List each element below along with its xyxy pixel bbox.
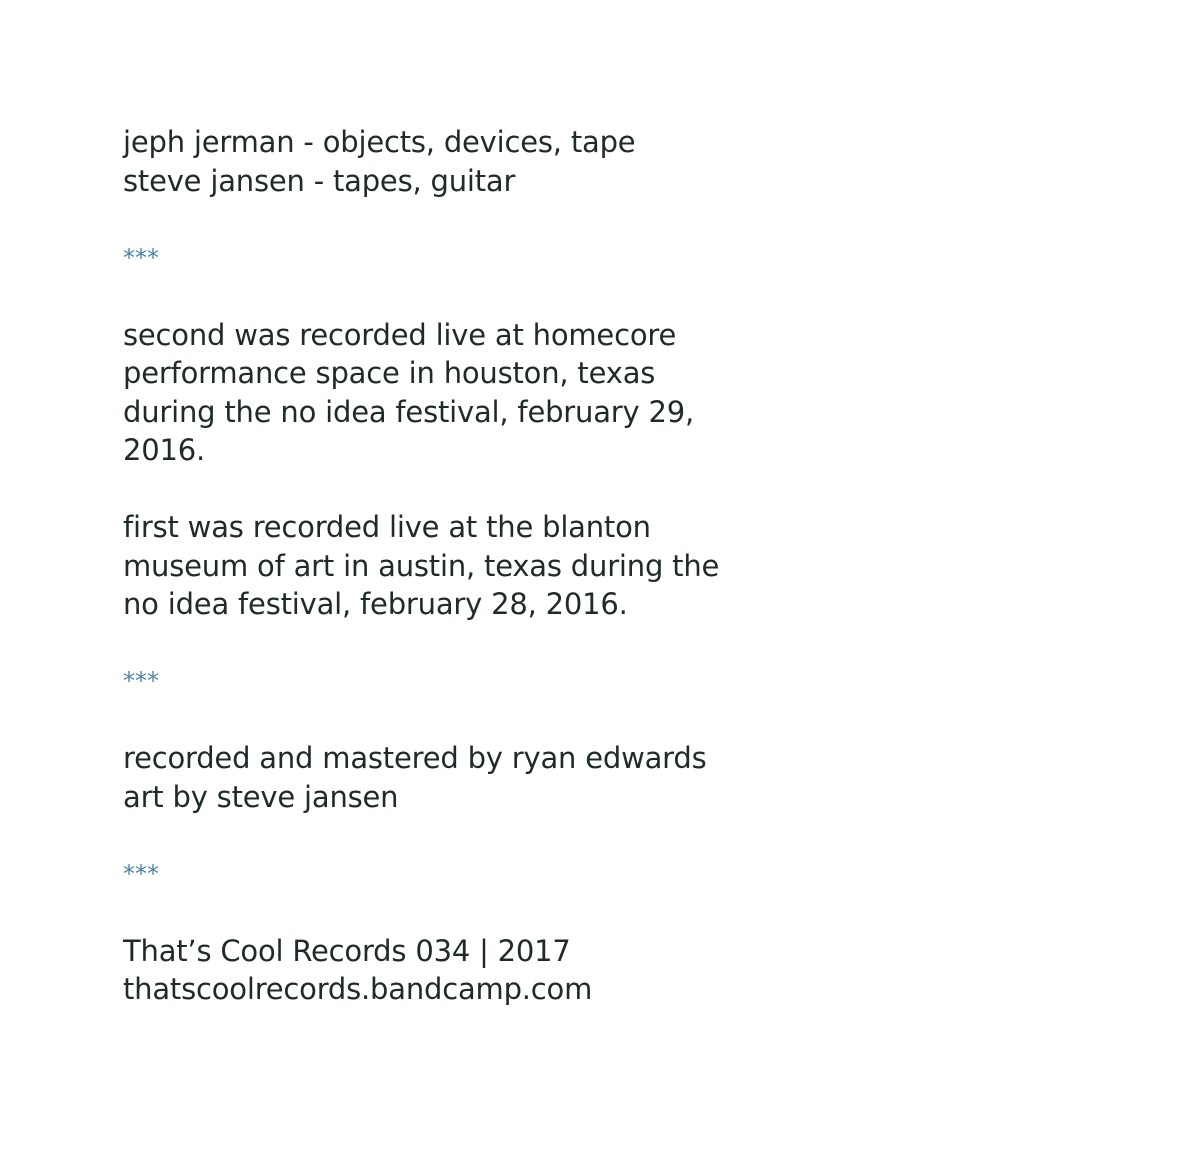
note-first-line-1: first was recorded live at the blanton — [123, 510, 651, 544]
production-credit-mastering: recorded and mastered by ryan edwards — [123, 741, 707, 775]
spacer — [123, 816, 743, 855]
spacer — [123, 200, 743, 239]
spacer — [123, 701, 743, 740]
note-second-line-3: during the no idea festival, february 29, — [123, 394, 694, 429]
spacer — [123, 624, 743, 663]
label-website-link[interactable]: thatscoolrecords.bandcamp.com — [123, 972, 593, 1006]
liner-notes — [123, 123, 743, 1009]
note-second-line-2: performance space in houston, texas — [123, 356, 656, 390]
credit-jeph-jerman: jeph jerman - objects, devices, tape — [123, 125, 636, 159]
note-first-line-2: museum of art in austin, texas during the — [123, 548, 720, 583]
spacer — [123, 470, 743, 509]
section-separator: *** — [123, 243, 159, 272]
note-first-line-3: no idea festival, february 28, 2016. — [123, 587, 628, 621]
spacer — [123, 277, 743, 316]
label-catalog-number: That’s Cool Records 034 | 2017 — [123, 933, 571, 968]
section-separator: *** — [123, 667, 159, 695]
credit-steve-jansen: steve jansen - tapes, guitar — [123, 163, 516, 198]
section-separator: *** — [123, 859, 159, 888]
note-second-line-1: second was recorded live at homecore — [123, 317, 677, 352]
spacer — [123, 893, 743, 932]
production-credit-art: art by steve jansen — [123, 779, 399, 814]
note-second-line-4: 2016. — [123, 433, 206, 467]
